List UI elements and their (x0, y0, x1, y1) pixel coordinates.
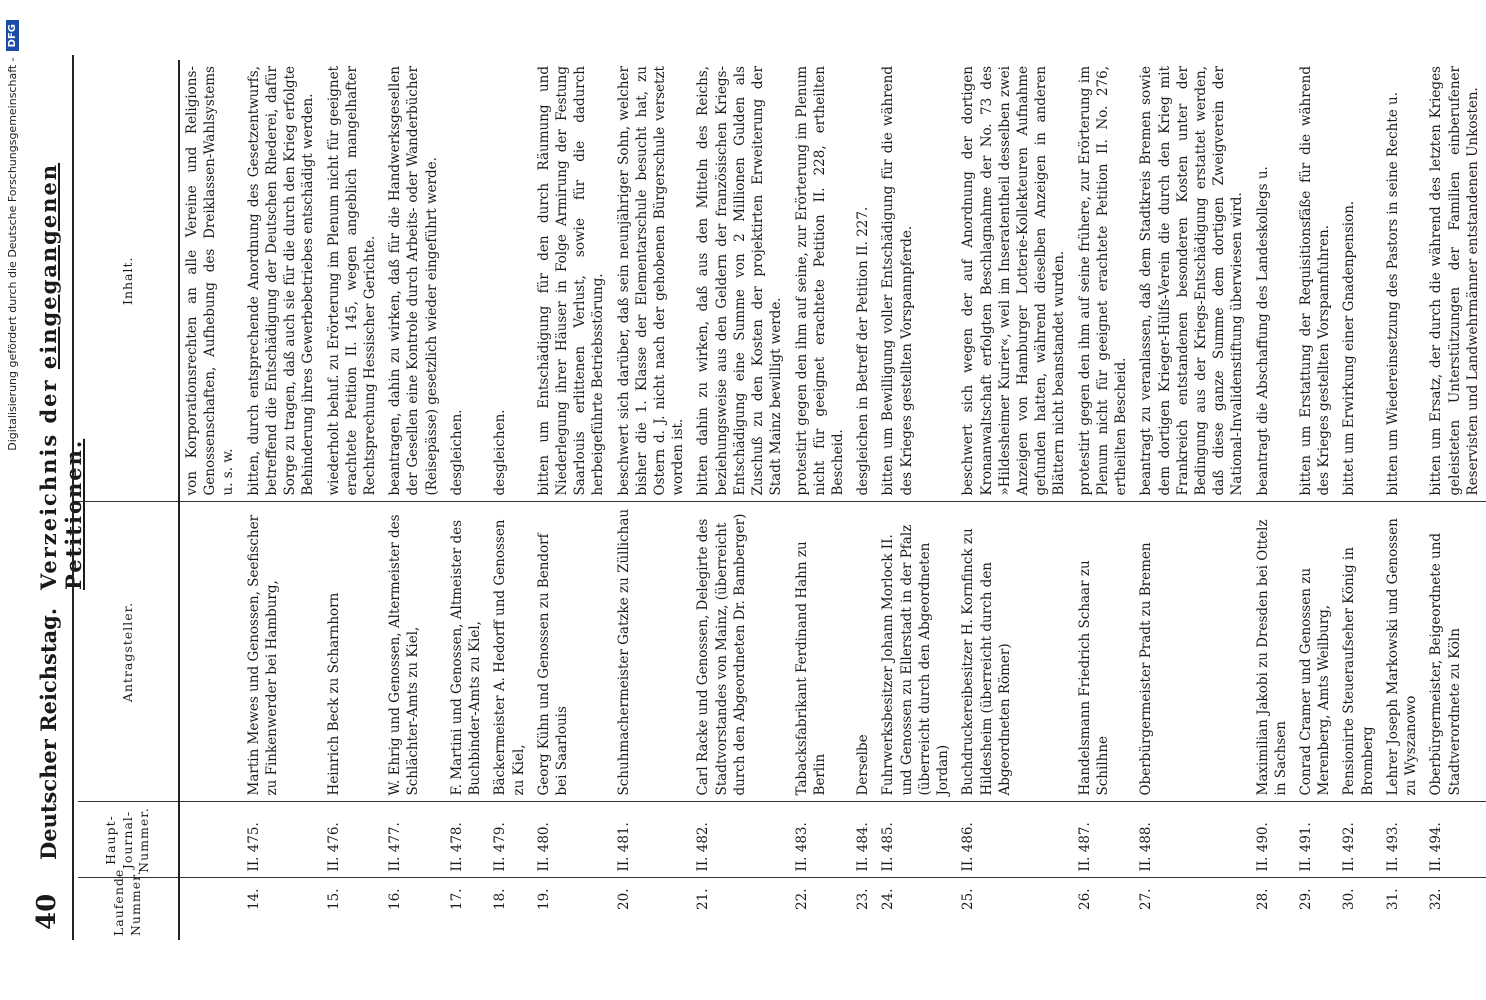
header-title-tail: eingegangenen Petitionen. (36, 162, 86, 590)
cell-lfd: 30. (1341, 888, 1358, 910)
cell-antragsteller: Handelsmann Friedrich Schaar zu Schilhne (1073, 502, 1135, 802)
cell-lfd: 20. (615, 888, 632, 910)
table-row (179, 60, 242, 940)
cell-inhalt: bitten um Entschädigung für den durch Räumung und Niederlegung ihrer Häuser in Folge Armirung der Festung Saarlouis erlittenen Verlust, sowie für die dadurch herbeigeführte Betriebsstörung. (532, 60, 612, 502)
petitions-table (78, 60, 1486, 940)
cell-antragsteller: Schuhmachermeister Gatzke zu Züllichau (612, 502, 692, 802)
cell-journal-nr: II. 476. (322, 802, 384, 878)
cell-journal-nr: II. 483. (790, 802, 852, 878)
table-row (876, 60, 956, 940)
digitization-credit (6, 20, 19, 451)
cell-journal-nr (179, 802, 242, 878)
cell-antragsteller: Oberbürgermeister Pradt zu Bremen (1134, 502, 1250, 802)
credit-text: Digitalisierung gefördert durch die Deutsche Forschungsgemeinschaft - (6, 57, 19, 451)
cell-inhalt: bitten, durch entsprechende Anordnung des Gesetzentwurfs, betreffend die Entschädigung der Deutschen Rhederei, dafür Sorge zu tragen, daß auch sie für die durch den Krieg erfolgte Behinderung ihres Gewerbebetriebes entschädigt werden. (242, 60, 322, 502)
header-rule (72, 55, 74, 940)
page-number: 40 (32, 893, 62, 930)
cell-lfd: 21. (695, 888, 712, 910)
cell-journal-nr: II. 486. (956, 802, 1072, 878)
table-row (1251, 60, 1294, 940)
cell-lfd: 23. (855, 888, 872, 910)
cell-inhalt: protestirt gegen den ihm auf seine, zur Erörterung im Plenum nicht für geeignet erachtete Petition II. 228, ertheilten Bescheid. (790, 60, 852, 502)
dfg-logo: DFG (6, 20, 19, 51)
cell-inhalt: desgleichen. (445, 60, 488, 502)
table-row (242, 60, 322, 940)
cell-inhalt: bitten um Bewilligung voller Entschädigung für die während des Krieges gestellten Vorspannpferde. (876, 60, 956, 502)
cell-lfd: 15. (325, 888, 342, 910)
table-row (488, 60, 531, 940)
cell-antragsteller: Tabacksfabrikant Ferdinand Hahn zu Berlin (790, 502, 852, 802)
cell-lfd: 27. (1138, 888, 1155, 910)
cell-lfd: 32. (1428, 888, 1445, 910)
cell-journal-nr: II. 478. (445, 802, 488, 878)
cell-antragsteller: Bäckermeister A. Hedorff und Genossen zu Kiel, (488, 502, 531, 802)
cell-inhalt: beantragt die Abschaffung des Landeskollegs u. (1251, 60, 1294, 502)
table-row (956, 60, 1072, 940)
cell-journal-nr: II. 479. (488, 802, 531, 878)
cell-inhalt: bitten um Wiedereinsetzung des Pastors in seine Rechte u. (1381, 60, 1424, 502)
cell-lfd: 29. (1298, 888, 1315, 910)
cell-antragsteller: Carl Racke und Genossen, Delegirte des Stadtvorstandes von Mainz, (überreicht durch den Abgeordneten Dr. Bamberger) (691, 502, 789, 802)
cell-journal-nr: II. 494. (1424, 802, 1486, 878)
cell-antragsteller: Derselbe (851, 502, 876, 802)
cell-journal-nr: II. 482. (691, 802, 789, 878)
table-row (612, 60, 692, 940)
table-body (179, 60, 1486, 940)
cell-antragsteller: Buchdruckereibesitzer H. Kornfinck zu Hildesheim (überreicht durch den Abgeordneten Römer) (956, 502, 1072, 802)
header-title-prefix: Verzeichnis der (36, 369, 61, 590)
table-row (1337, 60, 1380, 940)
cell-antragsteller: W. Ehrig und Genossen, Altermeister des Schlächter-Amts zu Kiel, (383, 502, 445, 802)
cell-journal-nr: II. 480. (532, 802, 612, 878)
cell-inhalt: beantragt zu veranlassen, daß dem Stadtkreis Bremen sowie dem dortigen Krieger-Hülfs-Verein die durch den Krieg mit Frankreich entstandenen besonderen Kosten unter der Bedingung aus der Kriegs-Entschädigung erstattet werden, daß diese ganze Summe dem dortigen Zweigverein der National-Invalidenstiftung überwiesen wird. (1134, 60, 1250, 502)
cell-lfd: 28. (1254, 888, 1271, 910)
cell-lfd: 14. (245, 888, 262, 910)
table-row (383, 60, 445, 940)
cell-inhalt: protestirt gegen den ihm auf seine frühere, zur Erörterung im Plenum nicht für geeignet erachtete Petition II. No. 276, ertheilten Bescheid. (1073, 60, 1135, 502)
cell-journal-nr: II. 477. (383, 802, 445, 878)
cell-journal-nr: II. 490. (1251, 802, 1294, 878)
table-row (1134, 60, 1250, 940)
cell-journal-nr: II. 493. (1381, 802, 1424, 878)
table-row (1424, 60, 1486, 940)
table-row (322, 60, 384, 940)
cell-antragsteller: Heinrich Beck zu Scharnhorn (322, 502, 384, 802)
cell-antragsteller: Martin Mewes und Genossen, Seefischer zu Finkenwerder bei Hamburg, (242, 502, 322, 802)
cell-inhalt: beschwert sich darüber, daß sein neunjähriger Sohn, welcher bisher die 1. Klasse der Elementarschule besucht hat, zu Ostern d. J. nicht nach der gehobenen Bürgerschule versetzt worden ist. (612, 60, 692, 502)
table-row (790, 60, 852, 940)
cell-inhalt: beschwert sich wegen der auf Anordnung der dortigen Kronanwaltschaft erfolgten Beschlagnahme der No. 73 des »Hildesheimer Kurier«, weil im Inseratentheil desselben zwei Anzeigen von Hamburger Lotterie-Kollekteuren Aufnahme gefunden hatten, während dieselben Anzeigen in anderen Blättern nicht beanstandet wurden. (956, 60, 1072, 502)
cell-lfd: 19. (535, 888, 552, 910)
cell-antragsteller: Georg Kühn und Genossen zu Bendorf bei Saarlouis (532, 502, 612, 802)
cell-antragsteller: F. Martini und Genossen, Altmeister des Buchbinder-Amts zu Kiel, (445, 502, 488, 802)
header-title-left: Deutscher Reichstag. (36, 607, 61, 860)
table-row (1073, 60, 1135, 940)
cell-journal-nr: II. 485. (876, 802, 956, 878)
cell-inhalt: desgleichen in Betreff der Petition II. 227. (851, 60, 876, 502)
running-head (22, 60, 86, 930)
cell-lfd: 22. (793, 888, 810, 910)
cell-inhalt: von Korporationsrechten an alle Vereine und Religions-Genossenschaften, Aufhebung des Dreiklassen-Wahlsystems u. s. w. (179, 60, 242, 502)
cell-antragsteller (179, 502, 242, 802)
table-row (851, 60, 876, 940)
cell-antragsteller: Fuhrwerksbesitzer Johann Morlock II. und Genossen zu Ellerstadt in der Pfalz (überreicht durch den Abgeordneten Jordan) (876, 502, 956, 802)
cell-inhalt: bittet um Erwirkung einer Gnadenpension. (1337, 60, 1380, 502)
col-header-haupt: Haupt-Journal-Nummer. (78, 802, 179, 878)
table-row (1294, 60, 1337, 940)
cell-antragsteller: Pensionirte Steueraufseher König in Bromberg (1337, 502, 1380, 802)
cell-journal-nr: II. 481. (612, 802, 692, 878)
table-row (1381, 60, 1424, 940)
table-row (532, 60, 612, 940)
cell-journal-nr: II. 475. (242, 802, 322, 878)
cell-lfd: 26. (1076, 888, 1093, 910)
cell-antragsteller: Lehrer Joseph Markowski und Genossen zu Wyszanowo (1381, 502, 1424, 802)
cell-antragsteller: Maximilian Jakobi zu Dresden bei Ottelz in Sachsen (1251, 502, 1294, 802)
cell-journal-nr: II. 488. (1134, 802, 1250, 878)
cell-lfd: 31. (1384, 888, 1401, 910)
cell-lfd: 17. (448, 888, 465, 910)
cell-lfd (179, 878, 242, 940)
cell-lfd: 18. (492, 888, 509, 910)
col-header-inhalt: Inhalt. (78, 60, 179, 502)
table-row (691, 60, 789, 940)
cell-inhalt: beantragen, dahin zu wirken, daß für die Handwerksgesellen der Gesellen eine Kontrole durch Arbeits- oder Wanderbücher (Reisepässe) gesetzlich wieder eingeführt werde. (383, 60, 445, 502)
table-header-row (78, 60, 179, 940)
cell-journal-nr: II. 484. (851, 802, 876, 878)
cell-journal-nr: II. 491. (1294, 802, 1337, 878)
cell-antragsteller: Oberbürgermeister, Beigeordnete und Stadtverordnete zu Köln (1424, 502, 1486, 802)
col-header-antragsteller: Antragsteller. (78, 502, 179, 802)
cell-inhalt: wiederholt behuf. zu Erörterung im Plenum nicht für geeignet erachtete Petition II. 145, wegen angeblich mangelhafter Rechtsprechung Hessischer Gerichte. (322, 60, 384, 502)
cell-inhalt: bitten um Erstattung der Requisitionsfäße für die während des Krieges gestellten Vorspannfuhren. (1294, 60, 1337, 502)
cell-inhalt: bitten dahin zu wirken, daß aus den Mitteln des Reichs, beziehungsweise aus den Geldern der französischen Kriegs-Entschädigung eine Summe von 2 Millionen Gulden als Zuschuß zu den Kosten der projektirten Erweiterung der Stadt Mainz bewilligt werde. (691, 60, 789, 502)
col-header-laufende: Laufende Nummer. (78, 878, 179, 940)
cell-lfd: 25. (960, 888, 977, 910)
cell-journal-nr: II. 492. (1337, 802, 1380, 878)
cell-lfd: 16. (387, 888, 404, 910)
table-row (445, 60, 488, 940)
cell-antragsteller: Conrad Cramer und Genossen zu Merenberg, Amts Weilburg, (1294, 502, 1337, 802)
cell-inhalt: desgleichen. (488, 60, 531, 502)
cell-lfd: 24. (880, 888, 897, 910)
cell-inhalt: bitten um Ersatz, der durch die während des letzten Krieges geleisteten Unterstützungen der Familien einberufener Reservisten und Landwehrmänner entstandenen Unkosten. (1424, 60, 1486, 502)
cell-journal-nr: II. 487. (1073, 802, 1135, 878)
